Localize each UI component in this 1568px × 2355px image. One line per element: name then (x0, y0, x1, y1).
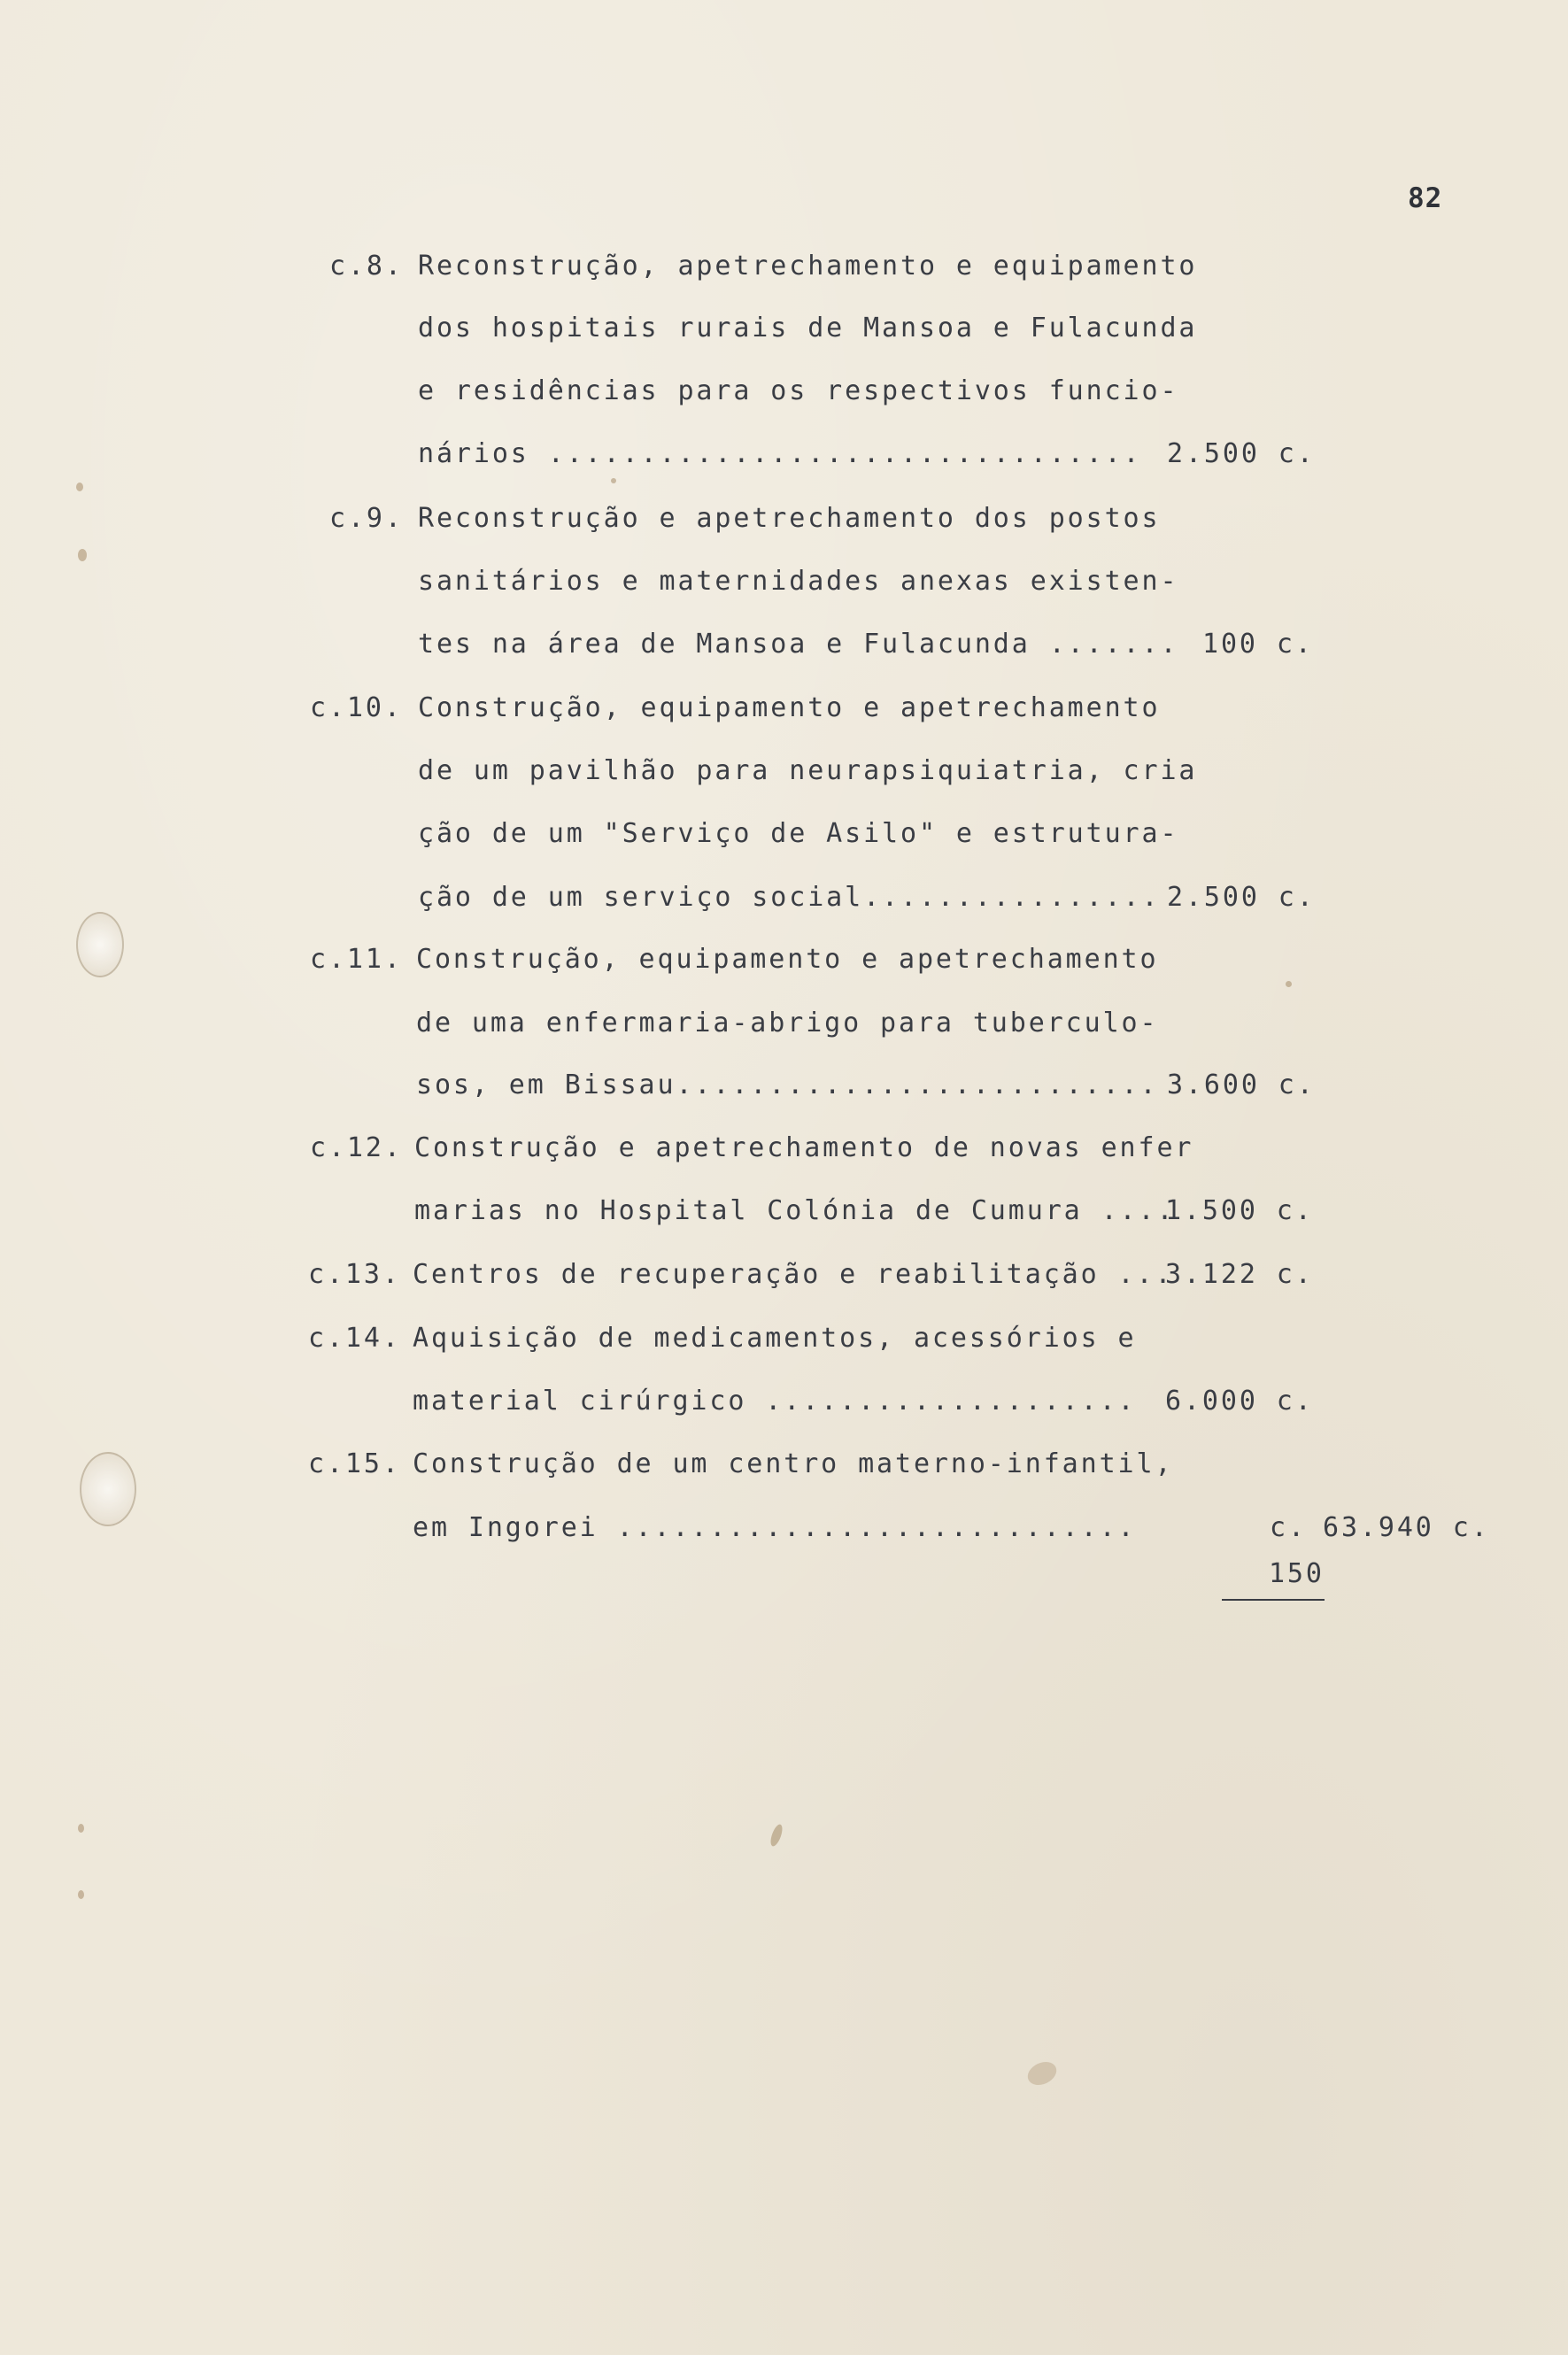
paper-speck (76, 483, 83, 491)
item-text-line: nários ................................ (418, 438, 1142, 469)
item-amount: 6.000 c. (1165, 1386, 1314, 1417)
item-text-line: sos, em Bissau.......................... (416, 1069, 1159, 1100)
item-text-line: tes na área de Mansoa e Fulacunda ....... (418, 629, 1179, 660)
item-code: c.8. (329, 251, 404, 282)
item-code: c.13. (308, 1259, 401, 1290)
item-code: c.9. (329, 503, 404, 534)
item-amount: 2.500 c. (1167, 438, 1316, 469)
item-text-line: Construção, equipamento e apetrechamento (416, 944, 1159, 975)
item-text-line: dos hospitais rurais de Mansoa e Fulacunda (418, 313, 1198, 344)
paper-speck (1024, 2058, 1061, 2089)
item-text-line: e residências para os respectivos funcio- (418, 375, 1179, 406)
page-number: 82 (1408, 182, 1443, 214)
item-text-line: Reconstrução e apetrechamento dos postos (418, 503, 1161, 534)
item-amount: 1.500 c. (1165, 1195, 1314, 1226)
item-text-line: de uma enfermaria-abrigo para tuberculo- (416, 1008, 1159, 1039)
item-code: c.12. (310, 1132, 403, 1163)
punch-hole-decoration (76, 912, 124, 977)
grand-total: 63.940 c. (1323, 1512, 1490, 1543)
paper-speck (769, 1823, 784, 1848)
item-amount-unit: c. (1270, 1512, 1307, 1543)
paper-speck (78, 549, 87, 561)
item-amount: 3.122 c. (1165, 1259, 1314, 1290)
item-amount: 2.500 c. (1167, 882, 1316, 913)
punch-hole-decoration (80, 1452, 136, 1526)
item-amount-value: 150 (1222, 1551, 1325, 1601)
item-text-line: Centros de recuperação e reabilitação ... (413, 1259, 1174, 1290)
item-code: c.14. (308, 1323, 401, 1354)
item-text-line: material cirúrgico .................... (413, 1386, 1137, 1417)
item-code: c.11. (310, 944, 403, 975)
item-text-line: marias no Hospital Colónia de Cumura .... (414, 1195, 1176, 1226)
item-code: c.15. (308, 1448, 401, 1479)
item-amount: 3.600 c. (1167, 1069, 1316, 1100)
item-text-line: Reconstrução, apetrechamento e equipamento (418, 251, 1198, 282)
item-text-line: ção de um serviço social................ (418, 882, 1161, 913)
paper-speck (611, 478, 616, 483)
item-text-line: sanitários e maternidades anexas existen- (418, 566, 1179, 597)
paper-speck (78, 1824, 84, 1833)
item-text-line: Aquisição de medicamentos, acessórios e (413, 1323, 1137, 1354)
item-text-line: Construção e apetrechamento de novas enfer (414, 1132, 1194, 1163)
item-text-line: em Ingorei ............................ (413, 1512, 1137, 1543)
item-code: c.10. (310, 692, 403, 723)
item-text-line: de um pavilhão para neurapsiquiatria, cria (418, 755, 1198, 786)
paper-speck (1286, 981, 1292, 987)
paper-speck (78, 1890, 84, 1899)
item-text-line: ção de um "Serviço de Asilo" e estrutura- (418, 818, 1179, 849)
item-text-line: Construção de um centro materno-infantil, (413, 1448, 1174, 1479)
item-text-line: Construção, equipamento e apetrechamento (418, 692, 1161, 723)
item-amount: 100 c. (1202, 629, 1314, 660)
